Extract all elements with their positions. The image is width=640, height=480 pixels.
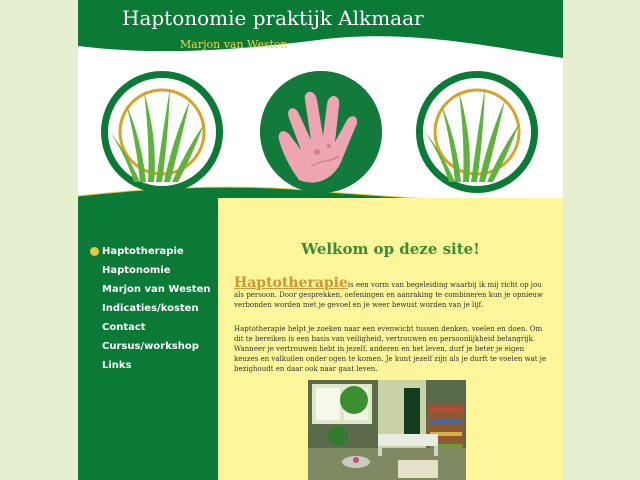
nav-item-label: Contact [102,322,146,333]
nav-item-label: Haptotherapie [102,246,184,257]
nav-item-links[interactable] [78,356,218,375]
grass-logo-icon [100,70,224,194]
body-paragraph: Haptotherapie helpt je zoeken naar een evenwicht tussen denken, voelen en doen. Om dit te bereiken is een basis van veiligheid, vertrouwen en persoonlijkheid belangrijk. Wanneer je vertrouwen hebt in jezelf, anderen en het leven, durf je beter je eigen keuzes en valkuilen onder ogen te komen. Je kunt jezelf zijn als je durft te voelen wat je bezighoudt en daar ook naar gaat leven. [234,325,547,373]
site-container [78,0,563,480]
therapy-room-photo [308,380,466,480]
site-subtitle: Marjon van Westen [180,38,288,51]
intro-paragraph [234,275,550,310]
main-content [218,198,563,480]
nav-item-contact[interactable] [78,318,218,337]
active-bullet-icon [90,247,99,256]
grass-logo-icon [415,70,539,194]
hand-photo [259,70,383,194]
nav-item-haptotherapie[interactable] [78,242,218,261]
nav-item-haptonomie[interactable] [78,261,218,280]
welcome-heading: Welkom op deze site! [301,240,480,258]
site-title: Haptonomie praktijk Alkmaar [122,6,424,30]
nav-item-indicaties-kosten[interactable] [78,299,218,318]
intro-title: Haptotherapie [234,275,348,291]
nav-item-label: Haptonomie [102,265,171,276]
nav-item-marjon-van-westen[interactable] [78,280,218,299]
intro-text: is een vorm van begeleiding waarbij ik mij richt op jou als persoon. Door gesprekken, oefeningen en aanraking te combineren kun je opnieuw verbonden worden met je gevoel en je weer bewust worden van je lijf. [234,281,543,309]
nav-item-label: Marjon van Westen [102,284,211,295]
main-nav [78,242,218,375]
nav-item-label: Links [102,360,132,371]
nav-item-cursus-workshop[interactable] [78,337,218,356]
nav-item-label: Cursus/workshop [102,341,199,352]
nav-item-label: Indicaties/kosten [102,303,199,314]
